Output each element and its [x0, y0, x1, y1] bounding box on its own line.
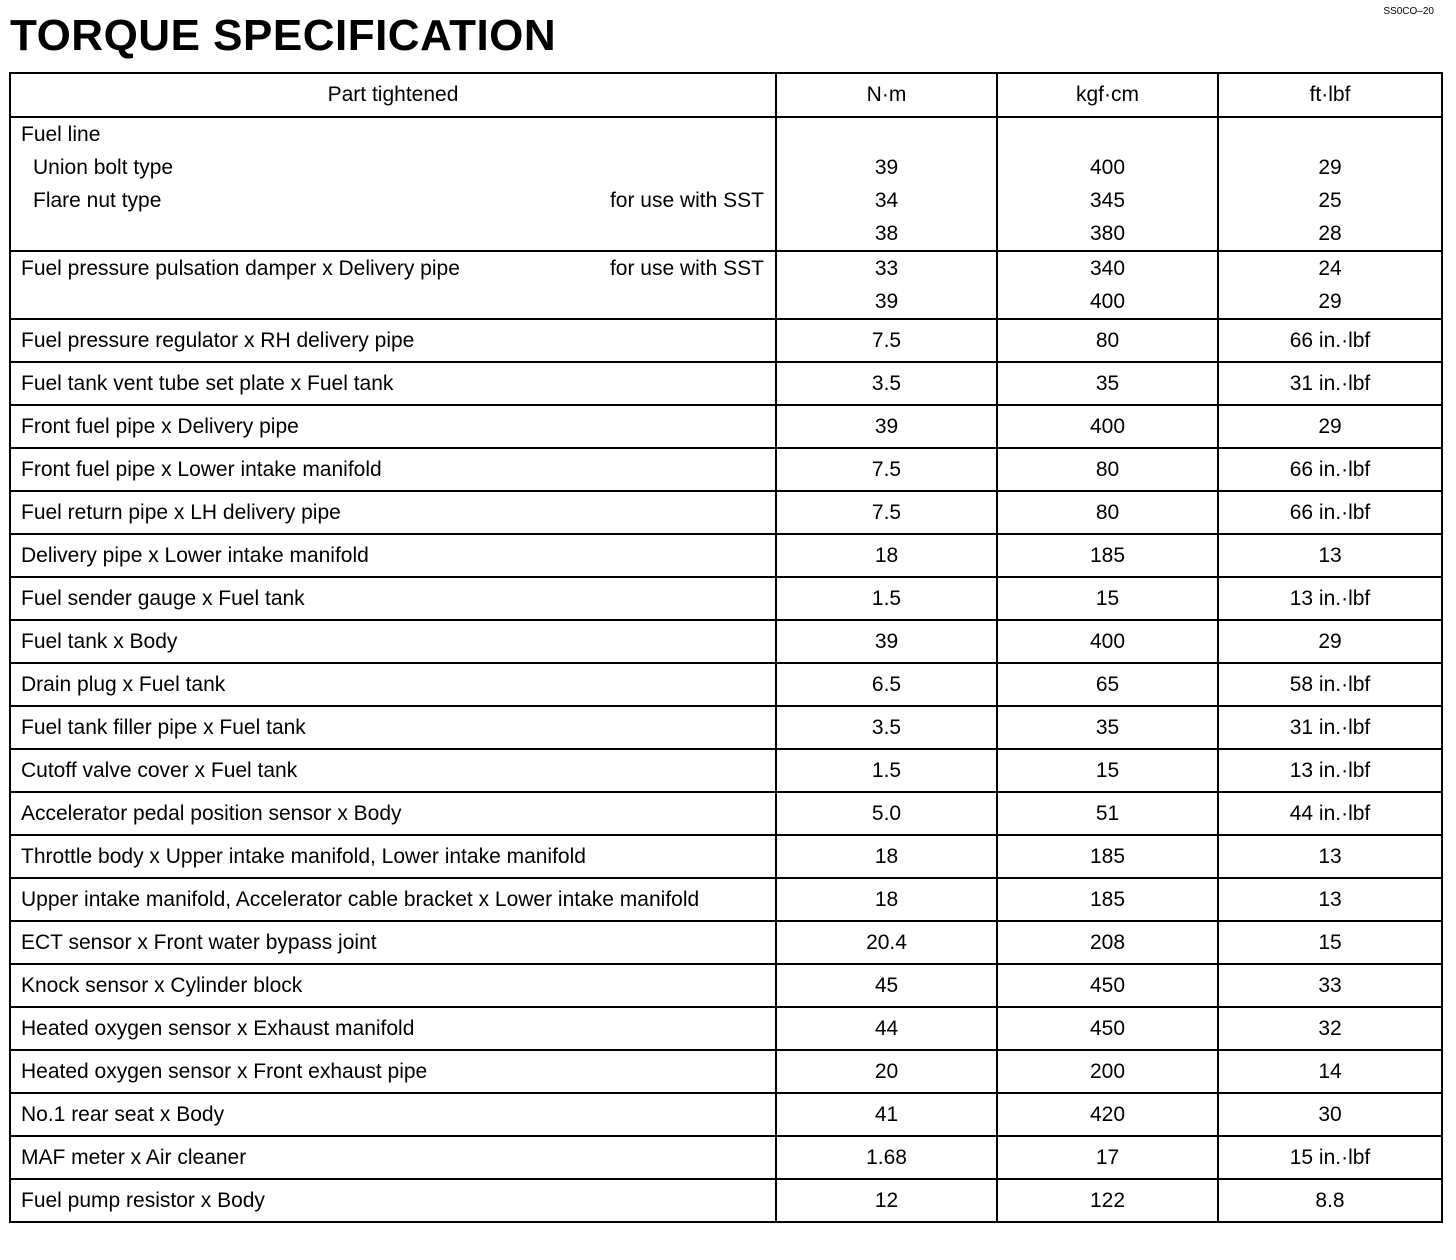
group-subitem: Flare nut type: [33, 189, 162, 212]
part-cell: Fuel return pipe x LH delivery pipe: [10, 491, 776, 534]
kgfcm-cell: 35: [997, 706, 1218, 749]
part-cell: [10, 117, 776, 251]
part-cell: Throttle body x Upper intake manifold, Lower intake manifold: [10, 835, 776, 878]
part-cell: Cutoff valve cover x Fuel tank: [10, 749, 776, 792]
header-nm: N·m: [776, 73, 997, 117]
value: 38: [874, 222, 899, 245]
kgfcm-cell: [997, 251, 1218, 319]
part-name: Fuel pressure pulsation damper x Delivery pipe: [21, 257, 460, 280]
sst-note: for use with SST: [609, 257, 764, 280]
header-kgfcm: kgf·cm: [997, 73, 1218, 117]
part-cell: [10, 251, 776, 319]
nm-cell: 1.5: [776, 749, 997, 792]
nm-cell: 7.5: [776, 448, 997, 491]
table-row-fuel-line: [10, 117, 1442, 251]
kgfcm-cell: 185: [997, 835, 1218, 878]
value: 29: [1318, 290, 1342, 313]
kgfcm-cell: 80: [997, 491, 1218, 534]
kgfcm-cell: 51: [997, 792, 1218, 835]
kgfcm-cell: 208: [997, 921, 1218, 964]
header-ftlbf: ft·lbf: [1218, 73, 1442, 117]
ftlbf-cell: [1218, 117, 1442, 251]
ftlbf-cell: 66 in.·lbf: [1218, 319, 1442, 362]
table-row: [10, 1050, 1442, 1093]
part-cell: Fuel pump resistor x Body: [10, 1179, 776, 1222]
table-row: [10, 964, 1442, 1007]
part-cell: Fuel tank filler pipe x Fuel tank: [10, 706, 776, 749]
nm-cell: 12: [776, 1179, 997, 1222]
nm-cell: [776, 117, 997, 251]
kgfcm-cell: 15: [997, 577, 1218, 620]
part-cell: No.1 rear seat x Body: [10, 1093, 776, 1136]
ftlbf-cell: 44 in.·lbf: [1218, 792, 1442, 835]
kgfcm-cell: 15: [997, 749, 1218, 792]
nm-cell: 39: [776, 405, 997, 448]
part-cell: Upper intake manifold, Accelerator cable bracket x Lower intake manifold: [10, 878, 776, 921]
page-title: TORQUE SPECIFICATION: [10, 11, 557, 60]
nm-cell: 1.68: [776, 1136, 997, 1179]
part-cell: Heated oxygen sensor x Exhaust manifold: [10, 1007, 776, 1050]
ftlbf-cell: 30: [1218, 1093, 1442, 1136]
nm-cell: 6.5: [776, 663, 997, 706]
table-row: [10, 921, 1442, 964]
kgfcm-cell: 200: [997, 1050, 1218, 1093]
value: 25: [1318, 189, 1342, 212]
ftlbf-cell: 66 in.·lbf: [1218, 491, 1442, 534]
value: 39: [874, 290, 899, 313]
part-cell: Delivery pipe x Lower intake manifold: [10, 534, 776, 577]
value: 39: [874, 156, 899, 179]
group-title: Fuel line: [21, 123, 101, 146]
nm-cell: 3.5: [776, 362, 997, 405]
kgfcm-cell: 35: [997, 362, 1218, 405]
table-row: [10, 362, 1442, 405]
table-row: [10, 1179, 1442, 1222]
value: 400: [1089, 156, 1126, 179]
nm-cell: 44: [776, 1007, 997, 1050]
table-row: [10, 706, 1442, 749]
ftlbf-cell: 13 in.·lbf: [1218, 577, 1442, 620]
table-row: [10, 448, 1442, 491]
table-row: [10, 491, 1442, 534]
nm-cell: 41: [776, 1093, 997, 1136]
table-row: [10, 405, 1442, 448]
nm-cell: 7.5: [776, 491, 997, 534]
part-cell: Knock sensor x Cylinder block: [10, 964, 776, 1007]
kgfcm-cell: 420: [997, 1093, 1218, 1136]
ftlbf-cell: 58 in.·lbf: [1218, 663, 1442, 706]
value: 28: [1318, 222, 1342, 245]
ftlbf-cell: 31 in.·lbf: [1218, 706, 1442, 749]
ftlbf-cell: 13: [1218, 835, 1442, 878]
part-cell: Accelerator pedal position sensor x Body: [10, 792, 776, 835]
value: 400: [1089, 290, 1126, 313]
table-row: [10, 1136, 1442, 1179]
header-part: Part tightened: [10, 73, 776, 117]
ftlbf-cell: 13: [1218, 878, 1442, 921]
table-row: [10, 835, 1442, 878]
ftlbf-cell: 15: [1218, 921, 1442, 964]
ftlbf-cell: 8.8: [1218, 1179, 1442, 1222]
ftlbf-cell: 29: [1218, 405, 1442, 448]
table-header-row: [10, 73, 1442, 117]
ftlbf-cell: [1218, 251, 1442, 319]
kgfcm-cell: 185: [997, 878, 1218, 921]
nm-cell: 3.5: [776, 706, 997, 749]
kgfcm-cell: 122: [997, 1179, 1218, 1222]
table-row: [10, 577, 1442, 620]
nm-cell: [776, 251, 997, 319]
part-cell: MAF meter x Air cleaner: [10, 1136, 776, 1179]
table-row: [10, 792, 1442, 835]
kgfcm-cell: 17: [997, 1136, 1218, 1179]
table-row: [10, 878, 1442, 921]
table-row-pulsation-damper: [10, 251, 1442, 319]
sst-note: for use with SST: [609, 189, 764, 212]
kgfcm-cell: 185: [997, 534, 1218, 577]
ftlbf-cell: 29: [1218, 620, 1442, 663]
kgfcm-cell: 400: [997, 620, 1218, 663]
part-cell: Fuel pressure regulator x RH delivery pipe: [10, 319, 776, 362]
value: 24: [1318, 257, 1342, 280]
kgfcm-cell: 400: [997, 405, 1218, 448]
ftlbf-cell: 13: [1218, 534, 1442, 577]
page-code: SS0CO–20: [1383, 6, 1434, 17]
ftlbf-cell: 15 in.·lbf: [1218, 1136, 1442, 1179]
kgfcm-cell: 450: [997, 964, 1218, 1007]
table-row: [10, 1093, 1442, 1136]
nm-cell: 5.0: [776, 792, 997, 835]
part-cell: Fuel sender gauge x Fuel tank: [10, 577, 776, 620]
table-row: [10, 1007, 1442, 1050]
ftlbf-cell: 33: [1218, 964, 1442, 1007]
kgfcm-cell: 80: [997, 448, 1218, 491]
part-cell: ECT sensor x Front water bypass joint: [10, 921, 776, 964]
table-row: [10, 663, 1442, 706]
part-cell: Fuel tank x Body: [10, 620, 776, 663]
value: 34: [874, 189, 899, 212]
nm-cell: 18: [776, 534, 997, 577]
table-row: [10, 319, 1442, 362]
nm-cell: 39: [776, 620, 997, 663]
table-row: [10, 749, 1442, 792]
nm-cell: 20: [776, 1050, 997, 1093]
value: 345: [1089, 189, 1126, 212]
value: 340: [1089, 257, 1126, 280]
table-row: [10, 534, 1442, 577]
kgfcm-cell: [997, 117, 1218, 251]
nm-cell: 20.4: [776, 921, 997, 964]
table-row: [10, 620, 1442, 663]
nm-cell: 1.5: [776, 577, 997, 620]
nm-cell: 7.5: [776, 319, 997, 362]
group-subitem: Union bolt type: [33, 156, 174, 179]
nm-cell: 18: [776, 835, 997, 878]
nm-cell: 45: [776, 964, 997, 1007]
kgfcm-cell: 450: [997, 1007, 1218, 1050]
ftlbf-cell: 14: [1218, 1050, 1442, 1093]
nm-cell: 18: [776, 878, 997, 921]
torque-spec-table: [9, 72, 1443, 1223]
part-cell: Drain plug x Fuel tank: [10, 663, 776, 706]
ftlbf-cell: 13 in.·lbf: [1218, 749, 1442, 792]
kgfcm-cell: 80: [997, 319, 1218, 362]
kgfcm-cell: 65: [997, 663, 1218, 706]
value: 380: [1089, 222, 1126, 245]
value: 33: [874, 257, 899, 280]
part-cell: Front fuel pipe x Lower intake manifold: [10, 448, 776, 491]
value: 29: [1318, 156, 1342, 179]
part-cell: Heated oxygen sensor x Front exhaust pipe: [10, 1050, 776, 1093]
part-cell: Fuel tank vent tube set plate x Fuel tank: [10, 362, 776, 405]
ftlbf-cell: 31 in.·lbf: [1218, 362, 1442, 405]
ftlbf-cell: 32: [1218, 1007, 1442, 1050]
ftlbf-cell: 66 in.·lbf: [1218, 448, 1442, 491]
part-cell: Front fuel pipe x Delivery pipe: [10, 405, 776, 448]
